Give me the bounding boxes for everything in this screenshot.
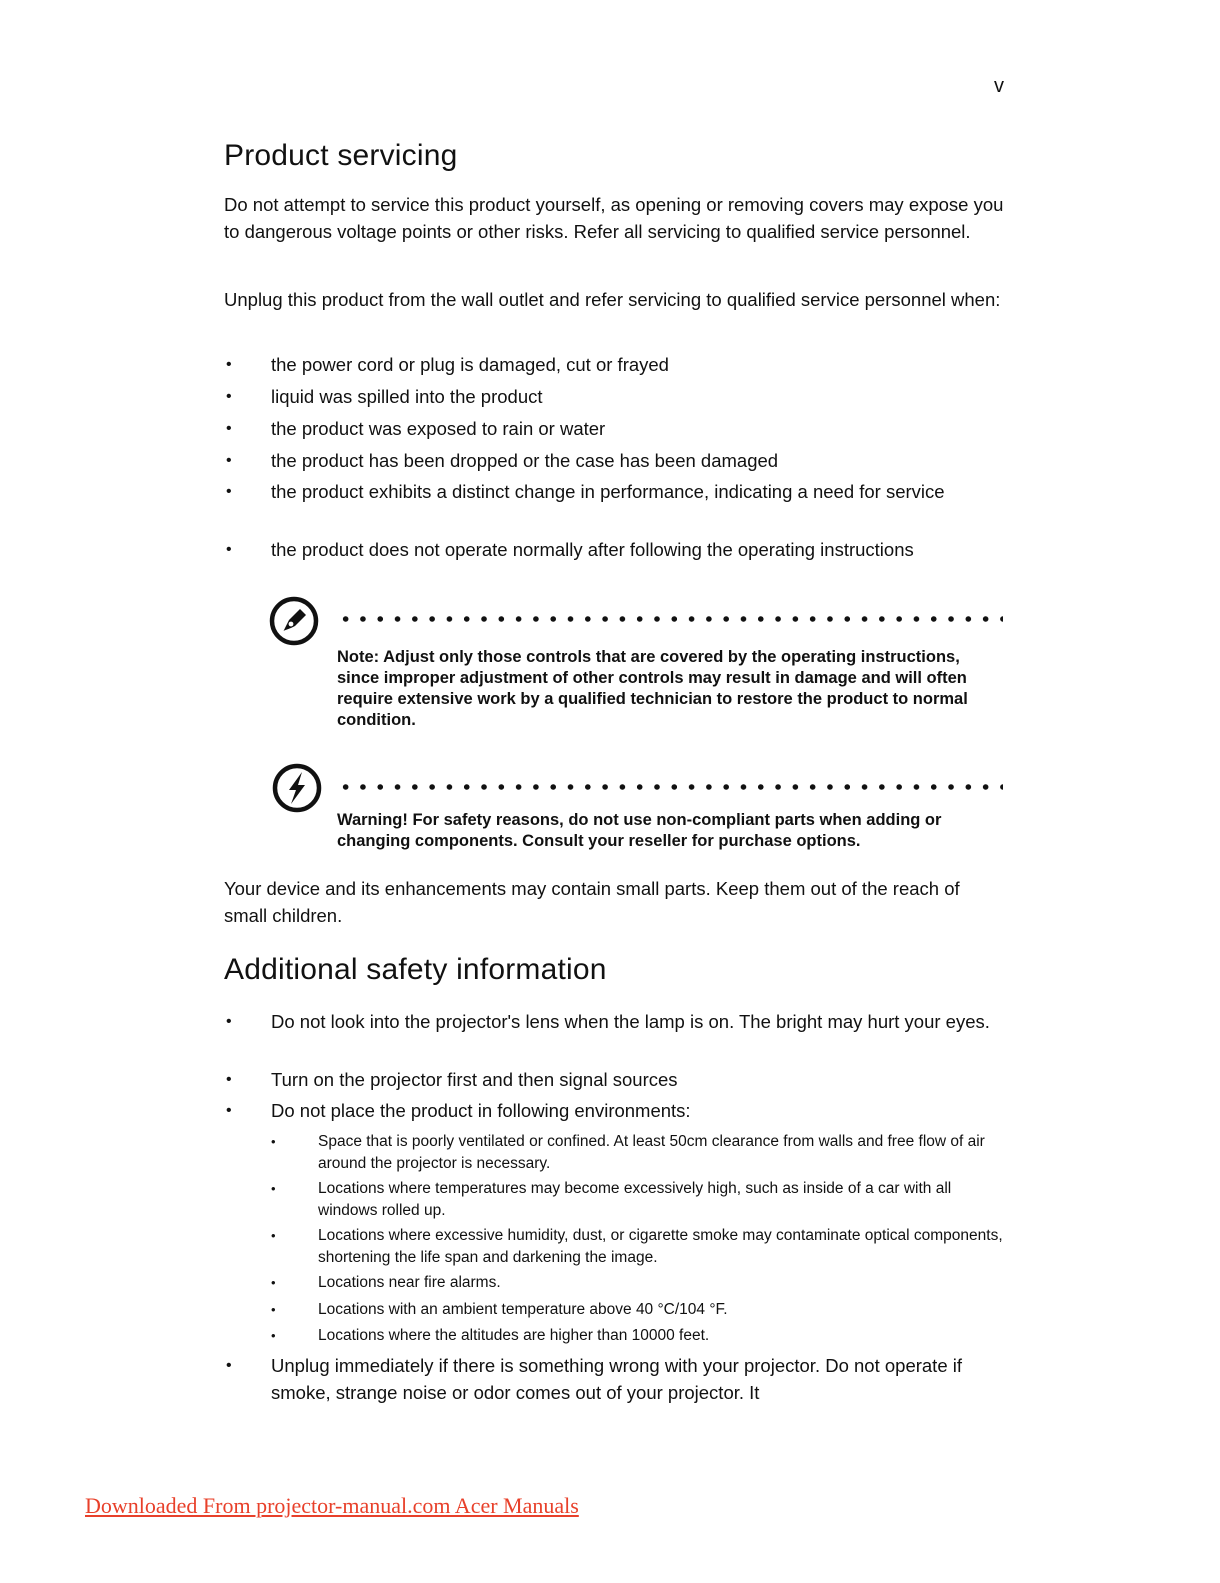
bullet-icon: • xyxy=(271,1134,276,1149)
bullet-icon: • xyxy=(226,420,232,437)
footer-download-link[interactable]: Downloaded From projector-manual.com Acer Manuals xyxy=(85,1493,579,1518)
note-pen-icon xyxy=(269,596,319,646)
bullet-icon: • xyxy=(271,1228,276,1243)
bullet-icon: • xyxy=(226,541,232,558)
bullet-icon: • xyxy=(271,1181,276,1196)
bullet-icon: • xyxy=(226,452,232,469)
bullet-icon: • xyxy=(271,1328,276,1343)
bullet-icon: • xyxy=(226,1357,232,1374)
warning-divider xyxy=(337,784,1003,790)
bullet-icon: • xyxy=(226,1071,232,1088)
bullet-icon: • xyxy=(226,483,232,500)
note-text: Note: Adjust only those controls that are covered by the operating instructions, since improper adjustment of other controls may result in damage and will often require extensive work by a qualified technician to restore the product to normal condition. xyxy=(337,648,968,729)
warning-text: Warning! For safety reasons, do not use non-compliant parts when adding or changing components. Consult your reseller for purchase options. xyxy=(337,811,942,850)
bullet-icon: • xyxy=(271,1275,276,1290)
page-number: v xyxy=(994,75,1004,97)
paragraph-small-parts: Your device and its enhancements may contain small parts. Keep them out of the reach of small children. xyxy=(224,878,960,926)
bullet-icon: • xyxy=(226,1102,232,1119)
bullet-icon: • xyxy=(271,1302,276,1317)
bullet-icon: • xyxy=(226,388,232,405)
bullet-icon: • xyxy=(226,356,232,373)
lightning-warning-icon xyxy=(272,763,322,813)
paragraph-service-warning: Do not attempt to service this product yourself, as opening or removing covers may expose you to dangerous voltage points or other risks. Refer all servicing to qualified service personnel. xyxy=(224,194,1004,242)
section-title-product-servicing: Product servicing xyxy=(224,139,458,172)
bullet-icon: • xyxy=(226,1013,232,1030)
section-title-additional-safety: Additional safety information xyxy=(224,953,607,986)
note-divider xyxy=(337,616,1003,622)
paragraph-unplug: Unplug this product from the wall outlet and refer servicing to qualified service personnel when: xyxy=(224,289,1001,310)
